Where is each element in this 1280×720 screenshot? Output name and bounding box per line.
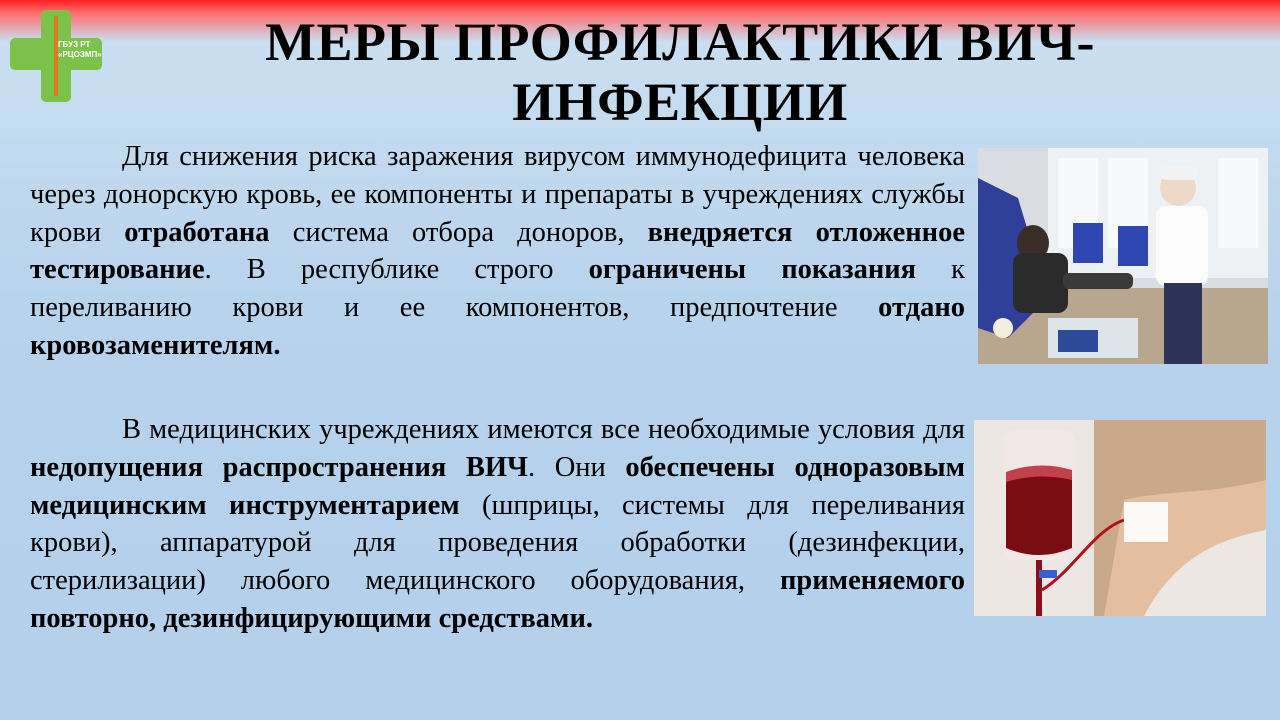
logo-org-line2: «РЦОЗМП»	[58, 50, 102, 59]
p1-text-1: Для снижения риска заражения вирусом иммунодефицита человека через донорскую кровь, ее компоненты и препараты в учреждениях службы крови	[30, 141, 965, 248]
logo-org-line1: ГБУЗ РТ	[58, 40, 91, 49]
slide-title	[150, 12, 1210, 132]
blood-bag-illustration	[974, 420, 1266, 616]
p2-bold-2: обеспечены одноразовым медицинским инструментарием	[30, 451, 965, 521]
p1-text-4: к переливанию крови и ее компонентов, предпочтение	[30, 254, 965, 324]
p2-text-1: В медицинских учреждениях имеются все необходимые условия для	[122, 414, 965, 445]
p1-bold-4: отдано кровозаменителям.	[30, 292, 965, 361]
blood-transfusion-photo	[974, 420, 1266, 616]
p2-bold-1: недопущения распространения ВИЧ	[30, 451, 528, 483]
p1-text-3: . В республике строго	[204, 254, 589, 286]
p2-text-3: (шприцы, системы для переливания крови), аппаратурой для проведения обработки (дезинфекции, стерилизации) любого медицинского оборудования,	[30, 489, 965, 597]
p2-bold-3: применяемого повторно, дезинфицирующими средствами.	[30, 565, 965, 634]
paragraph-medical-institutions	[30, 411, 965, 638]
p2-text-2: . Они	[527, 451, 626, 483]
blood-donation-photo	[978, 148, 1268, 364]
paragraph-donor-blood	[30, 138, 965, 365]
p1-bold-3: ограничены показания	[588, 254, 917, 286]
logo-org-name	[58, 40, 102, 60]
slide-title-line2: ИНФЕКЦИИ	[512, 72, 848, 132]
slide-title-line1: МЕРЫ ПРОФИЛАКТИКИ ВИЧ-	[265, 12, 1095, 72]
p1-bold-2: внедряется отложенное тестирование	[30, 216, 966, 286]
p1-bold-1: отработана	[124, 216, 270, 248]
p1-text-2: система отбора доноров,	[269, 216, 648, 248]
organization-logo	[10, 10, 102, 102]
blood-donation-illustration	[978, 148, 1268, 364]
